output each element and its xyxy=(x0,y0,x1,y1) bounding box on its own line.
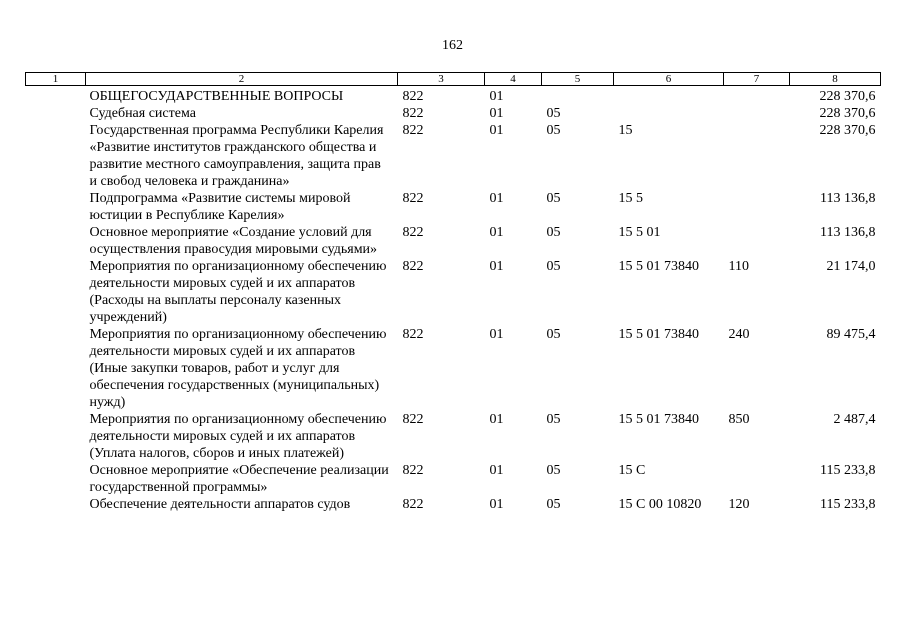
cell-index xyxy=(26,258,86,326)
cell-target xyxy=(614,86,724,106)
header-cell-4: 4 xyxy=(485,73,542,86)
header-cell-5: 5 xyxy=(542,73,614,86)
cell-name: Подпрограмма «Развитие системы мировой юстиции в Республике Карелия» xyxy=(89,191,351,223)
cell-name: Основное мероприятие «Создание условий для осуществления правосудия мировыми судьями» xyxy=(89,225,378,257)
cell-ministry: 822 xyxy=(402,463,424,478)
cell-index xyxy=(26,411,86,462)
cell-section: 01 xyxy=(489,106,504,121)
cell-section: 01 xyxy=(489,89,504,104)
cell-subsection: 05 xyxy=(546,463,561,478)
cell-ministry: 822 xyxy=(402,225,424,240)
header-cell-3: 3 xyxy=(398,73,485,86)
cell-index xyxy=(26,86,86,106)
cell-expense-type xyxy=(724,105,790,122)
cell-amount: 113 136,8 xyxy=(820,225,876,240)
cell-target: 15 5 xyxy=(618,191,643,206)
cell-section: 01 xyxy=(489,225,504,240)
cell-expense-type: 120 xyxy=(728,497,750,512)
table-row xyxy=(26,190,881,224)
cell-target: 15 5 01 73840 xyxy=(618,412,699,427)
cell-subsection: 05 xyxy=(546,106,561,121)
table-row xyxy=(26,258,881,326)
header-cell-8: 8 xyxy=(790,73,881,86)
header-row xyxy=(26,73,881,86)
cell-amount: 21 174,0 xyxy=(826,259,876,274)
table-row xyxy=(26,86,881,106)
table-row xyxy=(26,105,881,122)
cell-amount: 2 487,4 xyxy=(833,412,876,427)
cell-amount: 228 370,6 xyxy=(819,123,876,138)
cell-expense-type: 850 xyxy=(728,412,750,427)
cell-expense-type xyxy=(724,462,790,496)
cell-expense-type xyxy=(724,86,790,106)
cell-target: 15 5 01 73840 xyxy=(618,259,699,274)
cell-subsection: 05 xyxy=(546,259,561,274)
cell-section: 01 xyxy=(489,497,504,512)
cell-index xyxy=(26,105,86,122)
cell-name: Обеспечение деятельности аппаратов судов xyxy=(89,497,351,512)
cell-name: Мероприятия по организационному обеспечению деятельности мировых судей и их аппаратов (Расходы на выплаты персоналу казенных учреждений) xyxy=(89,259,387,325)
cell-amount: 89 475,4 xyxy=(826,327,876,342)
cell-ministry: 822 xyxy=(402,327,424,342)
header-cell-1: 1 xyxy=(26,73,86,86)
cell-subsection: 05 xyxy=(546,123,561,138)
table-body xyxy=(26,86,881,514)
cell-amount: 115 233,8 xyxy=(820,463,876,478)
cell-ministry: 822 xyxy=(402,106,424,121)
cell-subsection: 05 xyxy=(546,191,561,206)
cell-subsection: 05 xyxy=(546,225,561,240)
cell-ministry: 822 xyxy=(402,259,424,274)
header-cell-6: 6 xyxy=(614,73,724,86)
cell-expense-type: 240 xyxy=(728,327,750,342)
cell-name: Основное мероприятие «Обеспечение реализации государственной программы» xyxy=(89,463,389,495)
table-row xyxy=(26,411,881,462)
cell-index xyxy=(26,462,86,496)
cell-ministry: 822 xyxy=(402,123,424,138)
table-row xyxy=(26,326,881,411)
cell-section: 01 xyxy=(489,259,504,274)
cell-amount: 115 233,8 xyxy=(820,497,876,512)
cell-index xyxy=(26,496,86,513)
cell-ministry: 822 xyxy=(402,412,424,427)
cell-subsection: 05 xyxy=(546,497,561,512)
cell-ministry: 822 xyxy=(402,191,424,206)
cell-target: 15 С 00 10820 xyxy=(618,497,702,512)
cell-target: 15 xyxy=(618,123,633,138)
page-number: 162 xyxy=(442,38,463,53)
cell-expense-type: 110 xyxy=(728,259,749,274)
cell-ministry: 822 xyxy=(402,497,424,512)
cell-index xyxy=(26,224,86,258)
cell-amount: 228 370,6 xyxy=(819,106,876,121)
cell-section: 01 xyxy=(489,123,504,138)
cell-subsection: 05 xyxy=(546,327,561,342)
cell-expense-type xyxy=(724,122,790,190)
cell-section: 01 xyxy=(489,191,504,206)
cell-section: 01 xyxy=(489,412,504,427)
cell-amount: 228 370,6 xyxy=(819,89,876,104)
cell-amount: 113 136,8 xyxy=(820,191,876,206)
cell-ministry: 822 xyxy=(402,89,424,104)
cell-subsection: 05 xyxy=(546,412,561,427)
table-row xyxy=(26,496,881,513)
cell-index xyxy=(26,190,86,224)
budget-table xyxy=(25,72,881,513)
cell-expense-type xyxy=(724,190,790,224)
cell-index xyxy=(26,326,86,411)
table-row xyxy=(26,224,881,258)
header-cell-2: 2 xyxy=(86,73,398,86)
cell-target: 15 5 01 73840 xyxy=(618,327,699,342)
cell-name: Мероприятия по организационному обеспечению деятельности мировых судей и их аппаратов (Уплата налогов, сборов и иных платежей) xyxy=(89,412,387,461)
cell-section: 01 xyxy=(489,463,504,478)
header-cell-7: 7 xyxy=(724,73,790,86)
cell-name: Мероприятия по организационному обеспечению деятельности мировых судей и их аппаратов (Иные закупки товаров, работ и услуг для обеспечения государственных (муниципальных) нужд) xyxy=(89,327,387,410)
cell-target: 15 5 01 xyxy=(618,225,661,240)
cell-name: Судебная система xyxy=(89,106,196,121)
cell-section: 01 xyxy=(489,327,504,342)
table-row xyxy=(26,122,881,190)
table-header xyxy=(26,73,881,86)
cell-target xyxy=(614,105,724,122)
cell-name: Государственная программа Республики Карелия «Развитие институтов гражданского общества и развитие местного самоуправления, защита прав и свобод человека и гражданина» xyxy=(89,123,384,189)
cell-name: ОБЩЕГОСУДАРСТВЕННЫЕ ВОПРОСЫ xyxy=(89,89,344,104)
cell-subsection xyxy=(542,86,614,106)
cell-target: 15 С xyxy=(618,463,646,478)
table-row xyxy=(26,462,881,496)
cell-index xyxy=(26,122,86,190)
cell-expense-type xyxy=(724,224,790,258)
